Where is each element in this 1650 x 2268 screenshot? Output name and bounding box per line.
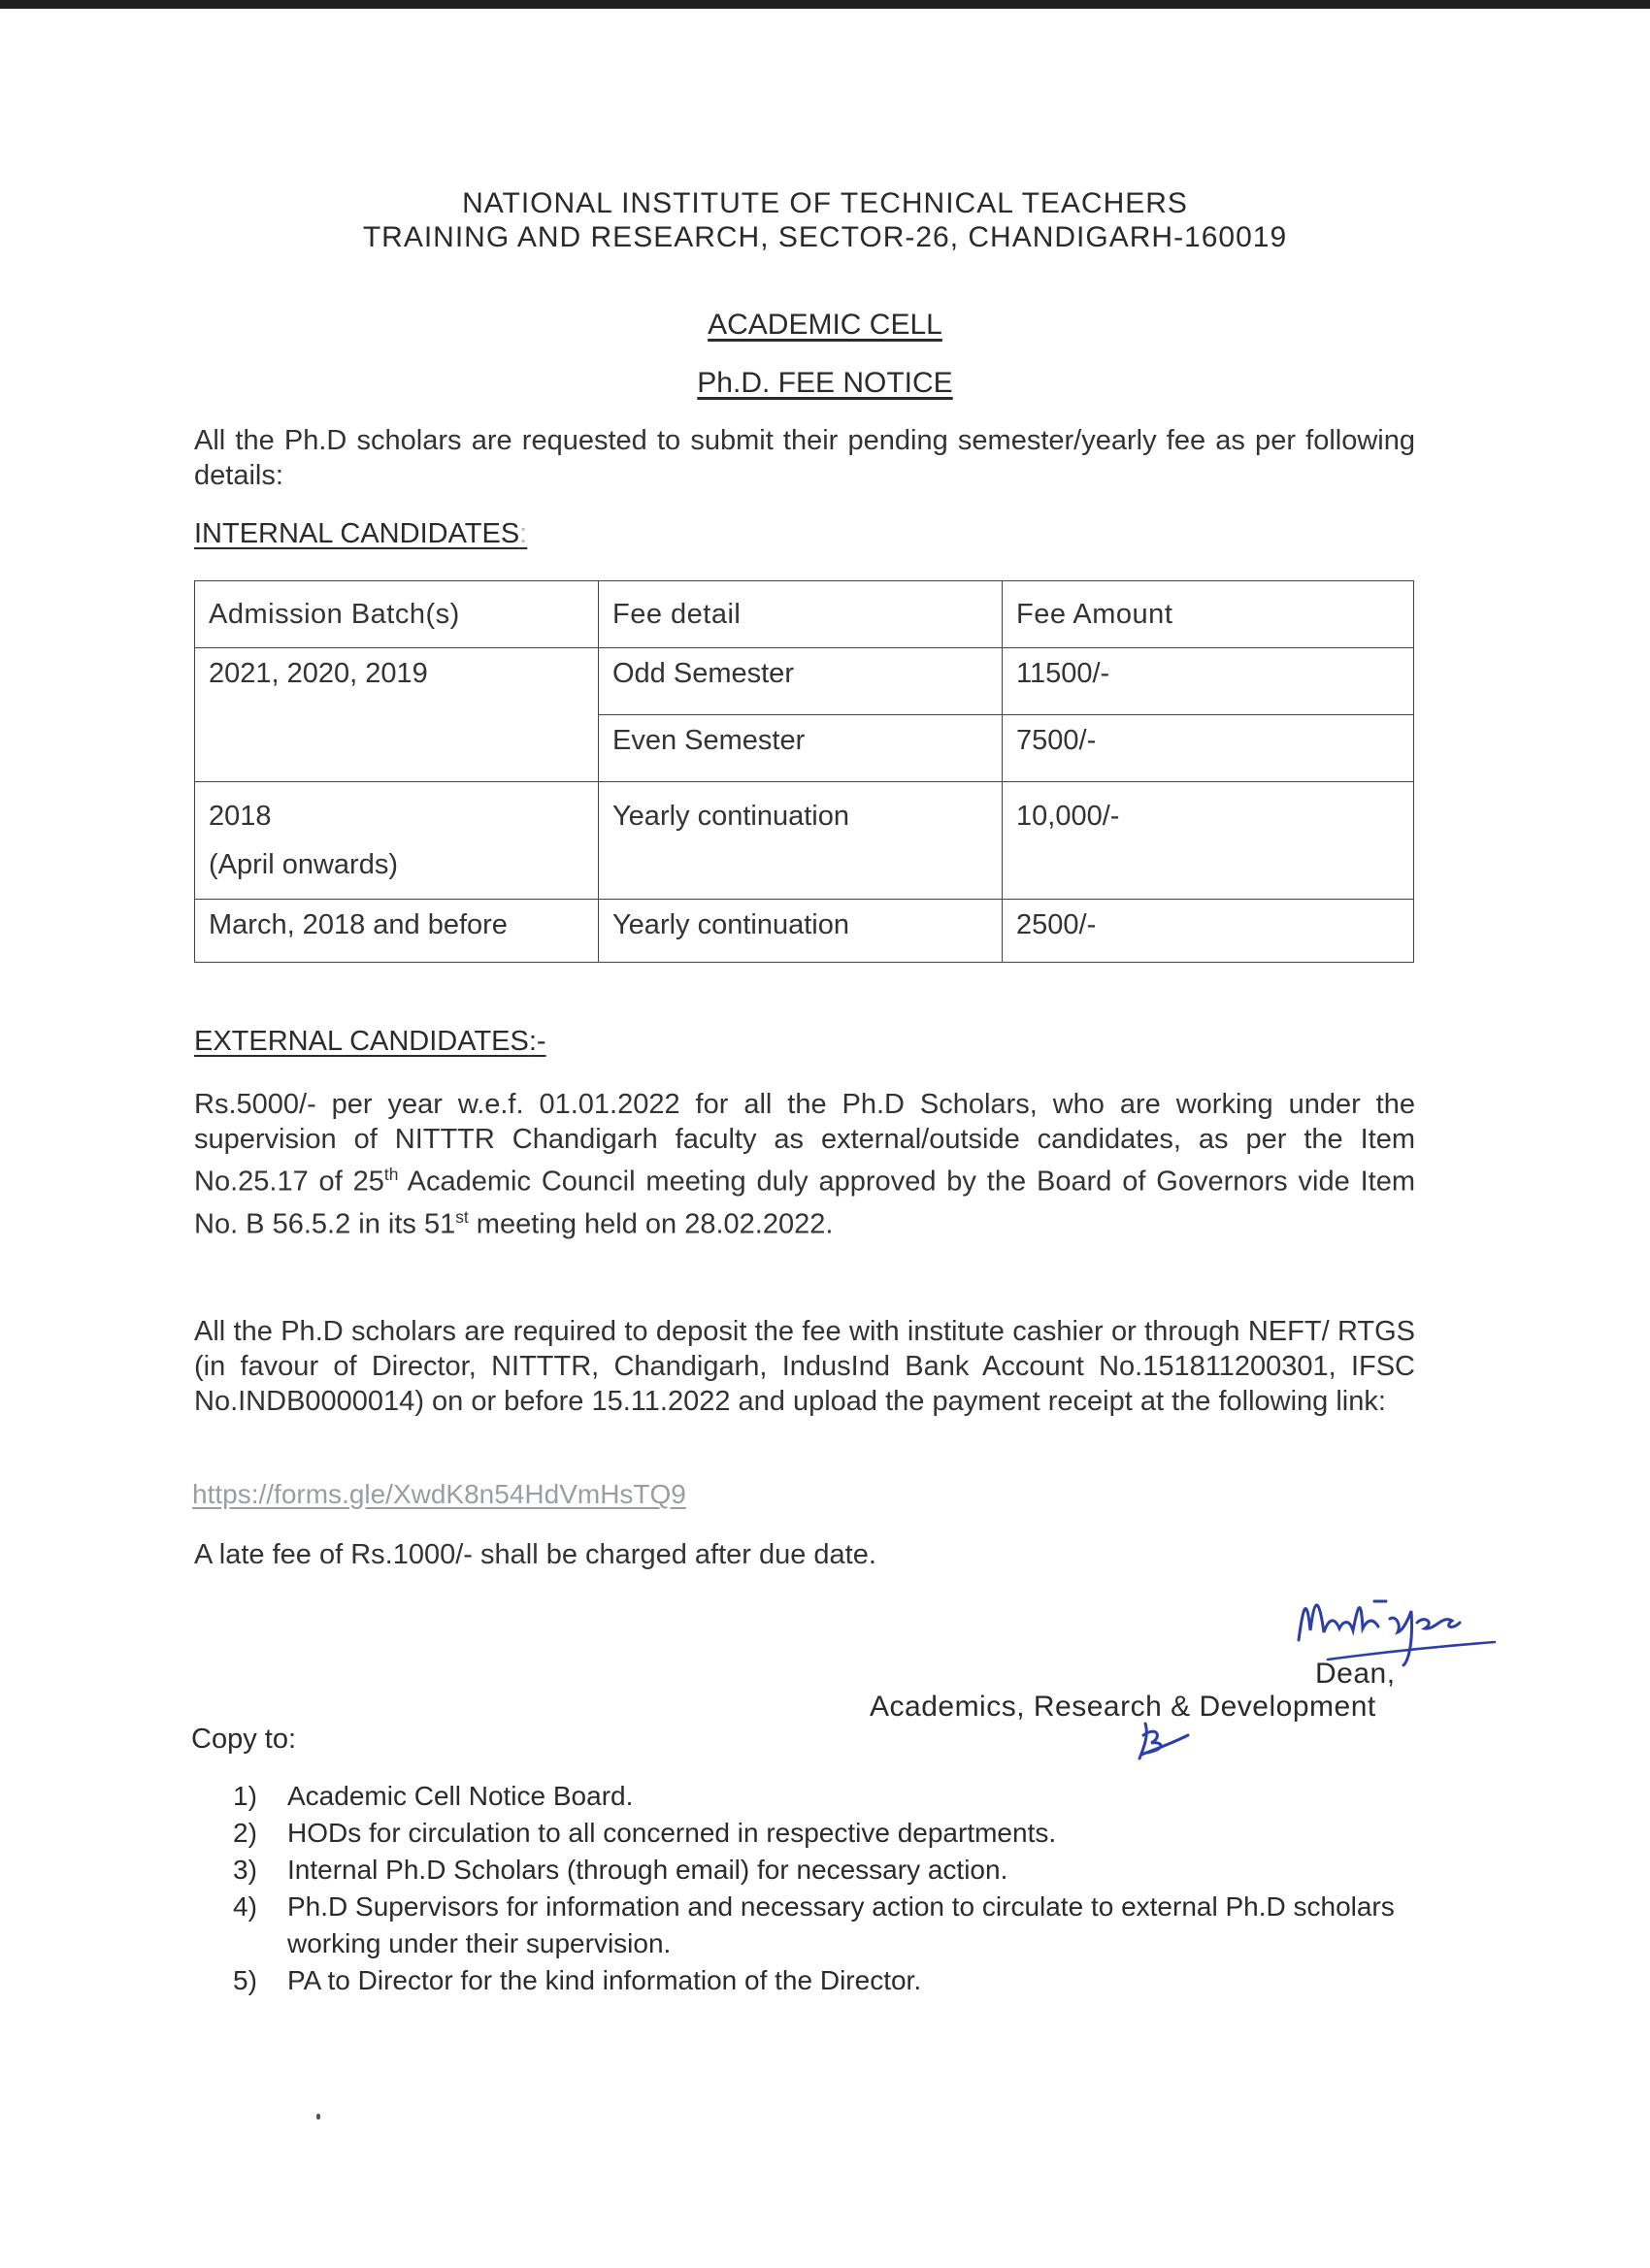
external-candidates-heading: EXTERNAL CANDIDATES:- [194, 1026, 546, 1057]
column-header: Fee detail [599, 581, 1003, 648]
late-fee-note: A late fee of Rs.1000/- shall be charged after due date. [194, 1539, 876, 1570]
signatory-department: Academics, Research & Development [870, 1691, 1376, 1723]
table-header-row [195, 581, 1414, 648]
academic-cell-title: ACADEMIC CELL [708, 309, 942, 341]
list-item: 3) Internal Ph.D Scholars (through email) for necessary action. [233, 1855, 1008, 1885]
institute-name-line1: NATIONAL INSTITUTE OF TECHNICAL TEACHERS [462, 187, 1188, 219]
table-cell-detail: Yearly continuation [599, 900, 1003, 963]
table-row [195, 900, 1414, 963]
initial-mark [1134, 1716, 1192, 1764]
payment-paragraph: All the Ph.D scholars are required to deposit the fee with institute cashier or through NEFT/ RTGS (in favour of Director, NITTTR, Chandigarh, IndusInd Bank Account No.151811200301, IFSC No.INDB0000014) on or before 15.11.2022 and upload the payment receipt at the following link: [194, 1316, 1415, 1417]
internal-fee-table [194, 580, 1414, 963]
list-item: 2) HODs for circulation to all concerned in respective departments. [233, 1818, 1057, 1848]
table-cell-amount: 2500/- [1003, 900, 1414, 963]
external-paragraph: Rs.5000/- per year w.e.f. 01.01.2022 for all the Ph.D Scholars, who are working under the supervision of NITTTR Chandigarh faculty as external/outside candidates, as per the Item No.25.17 of 25th Academic Council meeting duly approved by the Board of Governors vide Item No. B 56.5.2 in its 51st meeting held on 28.02.2022. [194, 1089, 1415, 1240]
signatory-title: Dean, [1315, 1658, 1396, 1690]
list-item: 5) PA to Director for the kind information of the Director. [233, 1965, 922, 1995]
list-item: 1) Academic Cell Notice Board. [233, 1781, 634, 1811]
table-cell-detail: Yearly continuation [599, 782, 1003, 900]
table-cell-batch: March, 2018 and before [195, 900, 599, 963]
table-cell-detail: Even Semester [599, 715, 1003, 782]
list-item: 4) Ph.D Supervisors for information and necessary action to circulate to external Ph.D scholars working under their supervision. [233, 1891, 1395, 1958]
table-row [195, 648, 1414, 715]
table-cell-amount: 11500/- [1003, 648, 1414, 715]
table-row [195, 782, 1414, 900]
notice-title: Ph.D. FEE NOTICE [697, 367, 953, 399]
copy-to-list [233, 1778, 1417, 1999]
intro-paragraph: All the Ph.D scholars are requested to submit their pending semester/yearly fee as per following details: [194, 425, 1415, 491]
internal-candidates-heading: INTERNAL CANDIDATES: [194, 518, 528, 549]
dean-signature [1289, 1572, 1502, 1669]
institute-name-line2: TRAINING AND RESEARCH, SECTOR-26, CHANDIGARH-160019 [362, 221, 1288, 253]
copy-to-label: Copy to: [191, 1724, 296, 1755]
column-header: Admission Batch(s) [195, 581, 599, 648]
table-cell-detail: Odd Semester [599, 648, 1003, 715]
scan-edge-bar [0, 0, 1650, 9]
table-cell-amount: 7500/- [1003, 715, 1414, 782]
table-cell-batch: 2021, 2020, 2019 [195, 648, 599, 782]
payment-receipt-link[interactable]: https://forms.gle/XwdK8n54HdVmHsTQ9 [192, 1479, 686, 1509]
table-cell-amount: 10,000/- [1003, 782, 1414, 900]
scan-speck [316, 2114, 320, 2120]
column-header: Fee Amount [1003, 581, 1414, 648]
table-cell-batch: 2018 (April onwards) [195, 782, 599, 900]
